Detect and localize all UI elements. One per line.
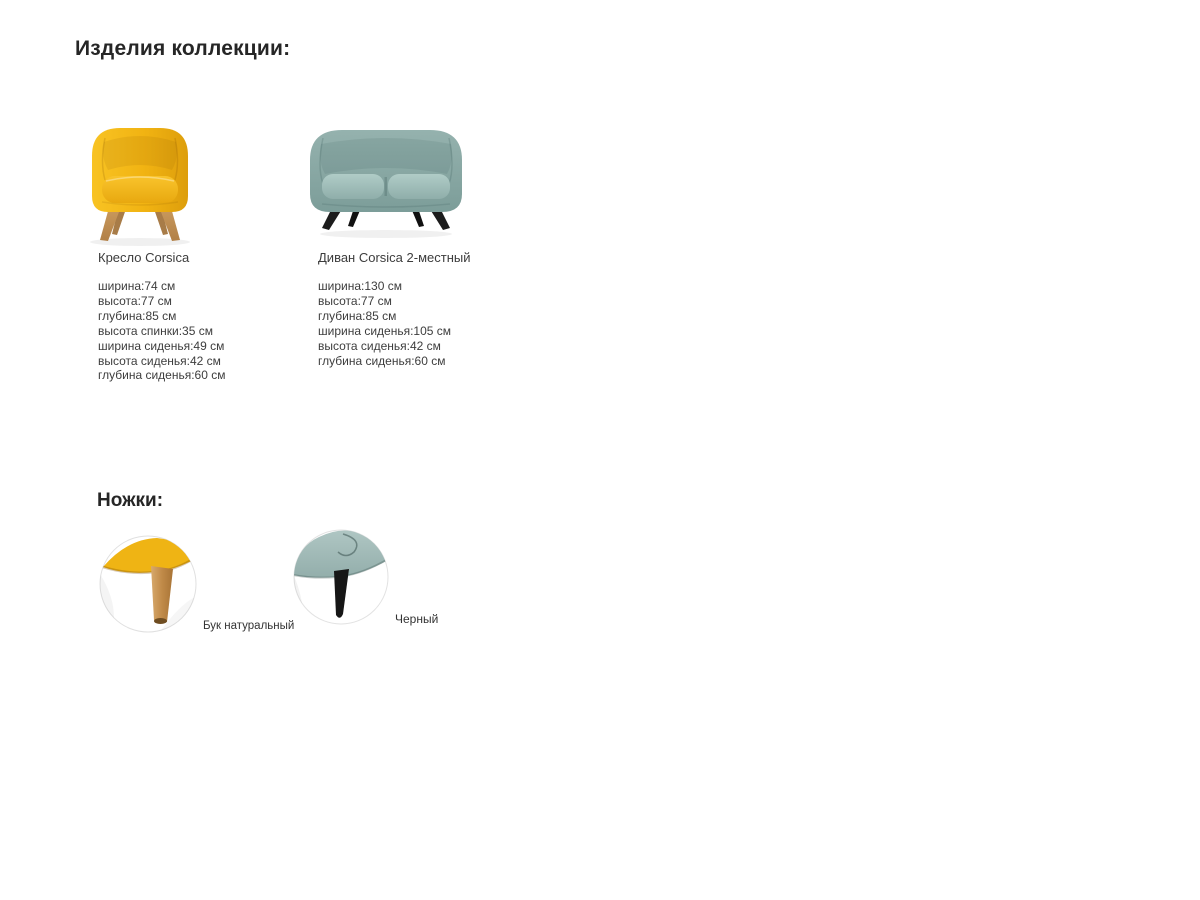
spec-line: глубина:85 см (98, 308, 177, 323)
spec-line: ширина сиденья:105 см (318, 323, 452, 338)
armchair-specs (98, 279, 225, 383)
beech-leg-label: Бук натуральный (203, 620, 295, 632)
spec-line: глубина сиденья:60 см (98, 368, 226, 383)
spec-line: высота:77 см (98, 293, 172, 308)
spec-line: глубина:85 см (318, 308, 397, 323)
spec-line: высота спинки:35 см (98, 323, 213, 338)
black-leg-label: Черный (395, 612, 439, 626)
spec-line: ширина:74 см (98, 279, 176, 293)
yellow-armchair-icon (55, 118, 225, 248)
sofa-specs (318, 279, 451, 368)
spec-line: ширина сиденья:49 см (98, 338, 225, 353)
sofa-name: Диван Corsica 2-местный (318, 250, 471, 265)
armchair-name: Кресло Corsica (98, 250, 190, 265)
spec-line: высота сиденья:42 см (98, 353, 221, 368)
teal-sofa-icon (300, 118, 472, 243)
sofa-product-photo (300, 118, 472, 243)
natural-beech-wood-leg-icon (99, 535, 197, 633)
spec-line: высота сиденья:42 см (318, 338, 441, 353)
spec-line: высота:77 см (318, 293, 392, 308)
black-leg-photo (293, 529, 389, 625)
spec-line: ширина:130 см (318, 279, 402, 293)
armchair-product-photo (55, 118, 225, 248)
spec-line: глубина сиденья:60 см (318, 353, 446, 368)
products-heading: Изделия коллекции: (75, 37, 291, 60)
black-wood-leg-icon (293, 529, 389, 625)
beech-leg-photo (99, 535, 197, 633)
legs-heading: Ножки: (97, 490, 164, 511)
